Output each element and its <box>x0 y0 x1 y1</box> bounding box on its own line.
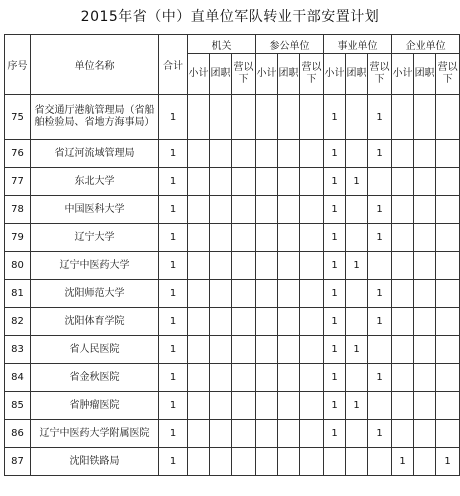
row-cell <box>210 196 232 224</box>
row-cell: 1 <box>324 364 346 392</box>
row-cell <box>232 168 256 196</box>
row-cell <box>210 336 232 364</box>
row-cell <box>256 224 278 252</box>
row-cell <box>232 448 256 476</box>
header-seq: 序号 <box>5 35 31 95</box>
row-unit-name: 省金秋医院 <box>31 364 159 392</box>
row-cell <box>346 196 368 224</box>
row-cell <box>188 140 210 168</box>
row-cell: 1 <box>324 280 346 308</box>
row-cell <box>436 308 460 336</box>
row-total: 1 <box>159 336 188 364</box>
row-cell <box>232 392 256 420</box>
header-sub-label: 团职 <box>346 68 367 79</box>
row-cell <box>414 224 436 252</box>
row-cell <box>392 420 414 448</box>
header-sub-battalion-and-below-g1 <box>232 54 256 95</box>
table-row <box>5 252 460 280</box>
row-total: 1 <box>159 168 188 196</box>
row-cell <box>210 224 232 252</box>
header-sub-label: 团职 <box>414 68 435 79</box>
row-cell <box>210 280 232 308</box>
row-cell: 1 <box>436 448 460 476</box>
row-cell <box>300 448 324 476</box>
row-cell <box>278 168 300 196</box>
header-sub-battalion-and-below-g3 <box>368 54 392 95</box>
table-row <box>5 308 460 336</box>
row-unit-name: 中国医科大学 <box>31 196 159 224</box>
row-cell <box>392 308 414 336</box>
row-cell <box>414 168 436 196</box>
row-cell <box>232 95 256 140</box>
row-cell <box>392 224 414 252</box>
row-cell <box>392 95 414 140</box>
row-cell <box>300 252 324 280</box>
row-cell <box>188 196 210 224</box>
row-total: 1 <box>159 224 188 252</box>
row-cell <box>300 392 324 420</box>
row-unit-name: 省交通厅港航管理局（省船舶检验局、省地方海事局） <box>31 95 159 140</box>
row-cell <box>256 196 278 224</box>
row-cell <box>256 448 278 476</box>
row-cell: 1 <box>368 364 392 392</box>
row-cell <box>414 420 436 448</box>
row-cell <box>346 308 368 336</box>
row-cell <box>256 280 278 308</box>
row-cell <box>278 196 300 224</box>
row-cell <box>346 448 368 476</box>
row-total: 1 <box>159 196 188 224</box>
row-cell: 1 <box>346 252 368 280</box>
table-row <box>5 95 460 140</box>
row-seq: 87 <box>5 448 31 476</box>
row-cell <box>232 280 256 308</box>
row-cell: 1 <box>324 95 346 140</box>
row-cell <box>300 280 324 308</box>
row-cell <box>414 95 436 140</box>
row-cell <box>392 252 414 280</box>
row-cell <box>392 364 414 392</box>
header-sub-label: 团职 <box>210 68 231 79</box>
table-row <box>5 336 460 364</box>
table-row <box>5 140 460 168</box>
row-cell <box>210 392 232 420</box>
row-total: 1 <box>159 140 188 168</box>
row-cell <box>414 448 436 476</box>
row-cell <box>436 140 460 168</box>
row-cell <box>368 392 392 420</box>
table-row <box>5 196 460 224</box>
row-cell <box>414 280 436 308</box>
row-cell: 1 <box>324 224 346 252</box>
row-cell <box>414 196 436 224</box>
header-sub-label: 营以下 <box>233 62 254 85</box>
row-seq: 75 <box>5 95 31 140</box>
row-cell: 1 <box>324 196 346 224</box>
row-cell: 1 <box>324 336 346 364</box>
row-cell <box>300 420 324 448</box>
row-cell <box>210 308 232 336</box>
row-total: 1 <box>159 95 188 140</box>
row-cell <box>278 448 300 476</box>
header-sub-regiment-level-g3 <box>346 54 368 95</box>
header-group-organs: 机关 <box>188 35 256 54</box>
row-cell <box>188 252 210 280</box>
row-cell: 1 <box>392 448 414 476</box>
header-total: 合计 <box>159 35 188 95</box>
row-seq: 79 <box>5 224 31 252</box>
header-sub-regiment-level-g2 <box>278 54 300 95</box>
row-cell <box>256 252 278 280</box>
row-cell <box>414 252 436 280</box>
row-unit-name: 省人民医院 <box>31 336 159 364</box>
header-sub-subtotal-g2 <box>256 54 278 95</box>
row-cell <box>300 336 324 364</box>
table-row <box>5 392 460 420</box>
row-cell <box>278 224 300 252</box>
row-seq: 82 <box>5 308 31 336</box>
header-sub-battalion-and-below-g2 <box>300 54 324 95</box>
row-seq: 76 <box>5 140 31 168</box>
row-seq: 80 <box>5 252 31 280</box>
row-cell: 1 <box>346 168 368 196</box>
row-unit-name: 沈阳体育学院 <box>31 308 159 336</box>
row-cell <box>392 280 414 308</box>
row-cell <box>232 336 256 364</box>
row-cell <box>232 252 256 280</box>
row-seq: 84 <box>5 364 31 392</box>
row-cell <box>414 140 436 168</box>
row-cell <box>256 420 278 448</box>
row-cell <box>188 224 210 252</box>
header-sub-regiment-level-g1 <box>210 54 232 95</box>
header-sub-subtotal-g4 <box>392 54 414 95</box>
row-cell <box>278 252 300 280</box>
row-cell <box>346 140 368 168</box>
row-cell <box>256 168 278 196</box>
row-unit-name: 辽宁大学 <box>31 224 159 252</box>
table-row <box>5 224 460 252</box>
row-cell <box>232 140 256 168</box>
header-unit-name: 单位名称 <box>31 35 159 95</box>
row-cell <box>210 420 232 448</box>
row-cell: 1 <box>368 420 392 448</box>
row-cell <box>188 336 210 364</box>
header-group-enterprises: 企业单位 <box>392 35 460 54</box>
row-cell <box>324 448 346 476</box>
row-cell: 1 <box>324 168 346 196</box>
row-cell <box>346 364 368 392</box>
table-body <box>5 95 460 476</box>
row-total: 1 <box>159 420 188 448</box>
row-cell <box>300 95 324 140</box>
row-cell: 1 <box>324 140 346 168</box>
row-cell <box>210 95 232 140</box>
row-cell <box>210 448 232 476</box>
row-cell <box>368 448 392 476</box>
row-cell <box>392 196 414 224</box>
header-sub-label: 小计 <box>256 68 277 79</box>
row-seq: 83 <box>5 336 31 364</box>
row-cell <box>232 364 256 392</box>
row-cell: 1 <box>368 280 392 308</box>
row-cell: 1 <box>324 308 346 336</box>
row-seq: 77 <box>5 168 31 196</box>
row-total: 1 <box>159 392 188 420</box>
row-cell <box>210 168 232 196</box>
row-cell <box>436 252 460 280</box>
row-cell <box>232 196 256 224</box>
row-cell <box>300 196 324 224</box>
row-total: 1 <box>159 280 188 308</box>
row-cell <box>346 280 368 308</box>
row-cell <box>368 168 392 196</box>
row-cell <box>210 252 232 280</box>
row-cell <box>188 420 210 448</box>
header-sub-label: 营以下 <box>369 62 390 85</box>
row-cell <box>436 336 460 364</box>
row-cell: 1 <box>346 392 368 420</box>
row-cell <box>278 392 300 420</box>
row-cell <box>414 336 436 364</box>
row-seq: 81 <box>5 280 31 308</box>
header-sub-subtotal-g3 <box>324 54 346 95</box>
table-row <box>5 420 460 448</box>
row-cell <box>436 95 460 140</box>
row-unit-name: 东北大学 <box>31 168 159 196</box>
row-cell <box>436 364 460 392</box>
header-sub-label: 团职 <box>278 68 299 79</box>
header-group-civil-service: 参公单位 <box>256 35 324 54</box>
row-cell <box>278 336 300 364</box>
header-sub-battalion-and-below-g4 <box>436 54 460 95</box>
table-row <box>5 168 460 196</box>
header-sub-subtotal-g1 <box>188 54 210 95</box>
row-seq: 78 <box>5 196 31 224</box>
row-cell <box>256 95 278 140</box>
row-seq: 86 <box>5 420 31 448</box>
row-cell <box>392 392 414 420</box>
table-row <box>5 448 460 476</box>
row-cell <box>392 140 414 168</box>
row-cell <box>436 280 460 308</box>
row-cell <box>346 95 368 140</box>
row-unit-name: 辽宁中医药大学 <box>31 252 159 280</box>
row-cell <box>436 224 460 252</box>
row-cell <box>436 196 460 224</box>
row-cell <box>188 95 210 140</box>
row-cell <box>278 308 300 336</box>
row-cell <box>436 168 460 196</box>
document-title: 2015年省（中）直单位军队转业干部安置计划 <box>80 9 380 25</box>
row-cell <box>392 168 414 196</box>
row-cell <box>300 140 324 168</box>
row-cell <box>436 392 460 420</box>
row-cell <box>210 364 232 392</box>
row-cell <box>414 392 436 420</box>
row-cell <box>188 364 210 392</box>
header-sub-label: 小计 <box>392 68 413 79</box>
row-total: 1 <box>159 364 188 392</box>
row-cell: 1 <box>368 196 392 224</box>
header-group-institutions: 事业单位 <box>324 35 392 54</box>
row-cell <box>256 336 278 364</box>
row-cell: 1 <box>368 95 392 140</box>
row-cell: 1 <box>324 392 346 420</box>
row-cell <box>346 224 368 252</box>
row-unit-name: 沈阳铁路局 <box>31 448 159 476</box>
row-cell <box>368 336 392 364</box>
row-cell <box>256 392 278 420</box>
row-total: 1 <box>159 308 188 336</box>
row-cell <box>278 420 300 448</box>
row-cell <box>368 252 392 280</box>
row-total: 1 <box>159 252 188 280</box>
row-cell <box>256 364 278 392</box>
row-cell <box>300 308 324 336</box>
row-cell <box>232 420 256 448</box>
row-cell <box>188 392 210 420</box>
row-cell <box>346 420 368 448</box>
header-sub-label: 营以下 <box>437 62 458 85</box>
row-seq: 85 <box>5 392 31 420</box>
row-cell <box>256 140 278 168</box>
row-cell: 1 <box>368 224 392 252</box>
header-sub-label: 小计 <box>324 68 345 79</box>
row-cell: 1 <box>368 308 392 336</box>
row-cell <box>188 308 210 336</box>
placement-plan-table <box>4 34 460 476</box>
row-cell <box>278 280 300 308</box>
row-cell <box>188 448 210 476</box>
row-cell: 1 <box>368 140 392 168</box>
row-cell <box>436 420 460 448</box>
row-cell: 1 <box>346 336 368 364</box>
row-cell <box>256 308 278 336</box>
table-row <box>5 364 460 392</box>
row-cell <box>232 308 256 336</box>
row-cell <box>300 224 324 252</box>
row-cell <box>210 140 232 168</box>
header-row-groups <box>5 35 460 54</box>
row-cell <box>232 224 256 252</box>
row-unit-name: 省辽河流域管理局 <box>31 140 159 168</box>
header-sub-regiment-level-g4 <box>414 54 436 95</box>
row-cell <box>278 95 300 140</box>
header-sub-label: 小计 <box>188 68 209 79</box>
table-row <box>5 280 460 308</box>
row-cell <box>278 364 300 392</box>
row-cell <box>414 364 436 392</box>
row-cell: 1 <box>324 252 346 280</box>
row-unit-name: 省肿瘤医院 <box>31 392 159 420</box>
row-unit-name: 辽宁中医药大学附属医院 <box>31 420 159 448</box>
row-cell <box>188 168 210 196</box>
row-cell: 1 <box>324 420 346 448</box>
row-total: 1 <box>159 448 188 476</box>
row-cell <box>278 140 300 168</box>
row-cell <box>300 364 324 392</box>
row-cell <box>188 280 210 308</box>
row-cell <box>414 308 436 336</box>
row-unit-name: 沈阳师范大学 <box>31 280 159 308</box>
header-sub-label: 营以下 <box>301 62 322 85</box>
row-cell <box>300 168 324 196</box>
row-cell <box>392 336 414 364</box>
